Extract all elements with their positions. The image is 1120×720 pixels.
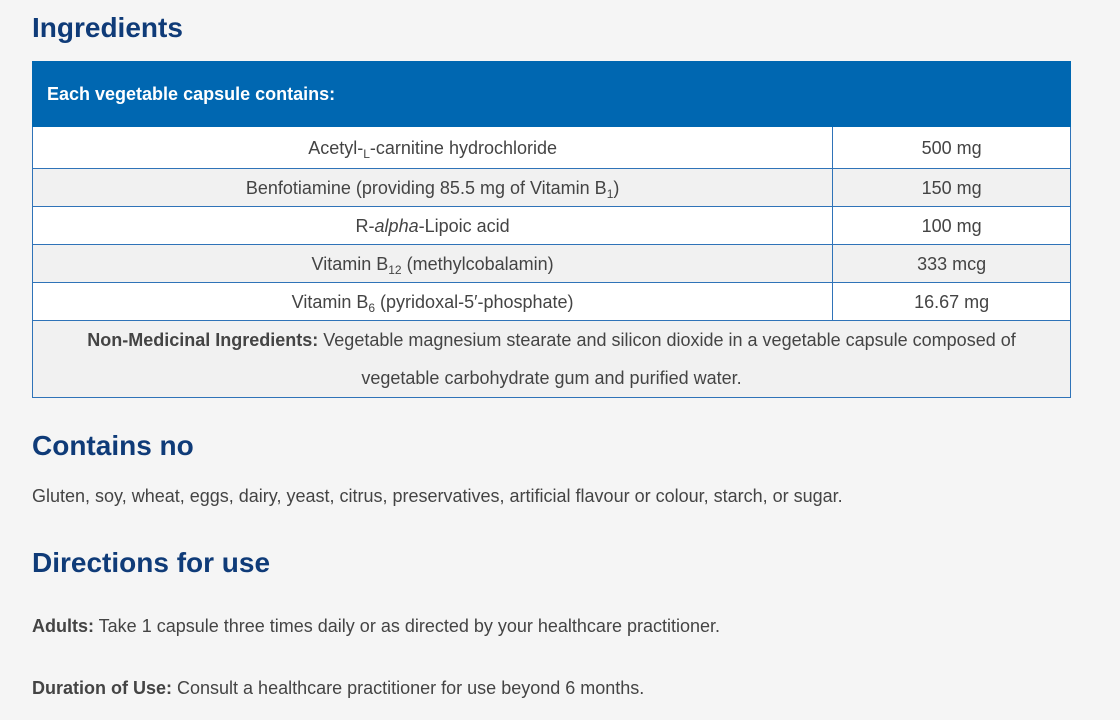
ingredient-name: Vitamin $B_6$ (pyridoxal-5′-phosphate) [33,283,833,321]
duration-of-use [32,678,644,699]
adults-text: Take 1 capsule three times daily or as directed by your healthcare practitioner. [94,616,721,636]
table-row [33,283,1071,321]
non-medicinal-ingredients [33,321,1071,398]
non-medicinal-text: Vegetable magnesium stearate and silicon dioxide in a vegetable capsule composed of vegetable carbohydrate gum and purified water. [318,330,1016,388]
ingredient-amount: 150 mg [833,169,1071,207]
directions-heading: Directions for use [32,547,271,578]
ingredient-amount: 333 mcg [833,245,1071,283]
ingredients-heading: Ingredients [32,12,183,43]
adults-label: Adults: [32,616,94,636]
ingredient-name: Acetyl-$_L$-carnitine hydrochloride [33,127,833,169]
table-row [33,207,1071,245]
ingredient-amount: 100 mg [833,207,1071,245]
table-header: Each vegetable capsule contains: [33,62,1071,127]
table-row [33,127,1071,169]
ingredient-amount: 500 mg [833,127,1071,169]
duration-text: Consult a healthcare practitioner for use beyond 6 months. [172,678,645,698]
contains-no-heading: Contains no [32,430,194,461]
duration-label: Duration of Use: [32,678,173,698]
ingredient-name: Vitamin $B_{12}$ (methylcobalamin) [33,245,833,283]
table-row [33,245,1071,283]
contains-no-text: Gluten, soy, wheat, eggs, dairy, yeast, citrus, preservatives, artificial flavour or colour, starch, or sugar. [32,486,843,506]
adults-directions [32,616,720,637]
ingredient-amount: 16.67 mg [833,283,1071,321]
ingredients-table [32,61,1071,398]
ingredient-name: Benfotiamine (providing 85.5 mg of Vitamin $B_1$) [33,169,833,207]
non-medicinal-label: Non-Medicinal Ingredients: [87,330,319,350]
table-row-non-medicinal [33,321,1071,398]
ingredient-name: R-alpha-Lipoic acid [33,207,833,245]
table-row [33,169,1071,207]
